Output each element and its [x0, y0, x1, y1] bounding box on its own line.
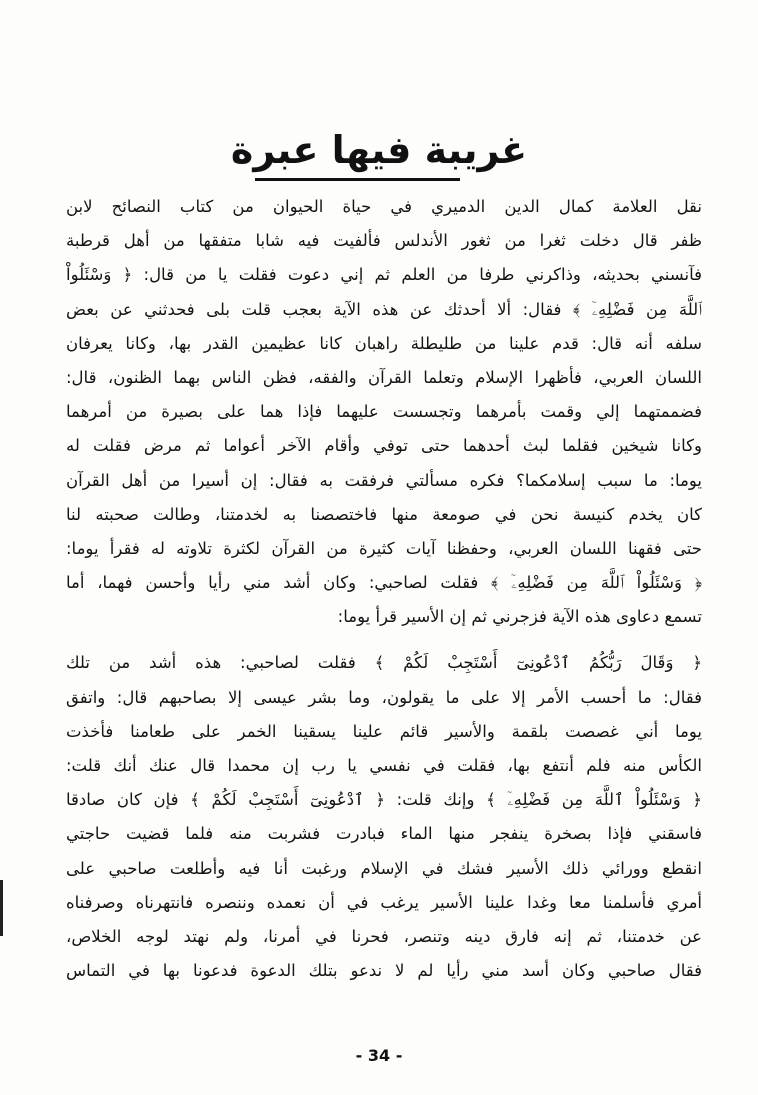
text-line: ﴿ وَسْئَلُواْ ٱللَّهَ مِن فَضْلِهِۦٓ ﴾ وإنك قلت: ﴿ ٱدْعُونِىٓ أَسْتَجِبْ لَكُمْ ﴾ فإن كان صادقا: [66, 790, 702, 810]
text-line: كان يخدم كنيسة نحن في صومعة منها فاختصصنا به لخدمتنا، وطالت صحبته لنا: [66, 504, 702, 524]
text-line: تسمع دعاوى هذه الآية فزجرني ثم إن الأسير قرأ يوما:: [337, 607, 702, 627]
text-line: حتى فقهنا اللسان العربي، وحفظنا آيات كثيرة من القرآن لكثرة تلاوته له فقرأ يوما:: [66, 538, 702, 558]
text-line: فقال صاحبي وكان أسد مني رأيا لم لا ندعو بتلك الدعوة فدعونا بها في التماس: [66, 961, 702, 981]
text-line: سلفه أنه قال: قدم علينا من طليطلة راهبان كانا عظيمين القدر بها، وكانا يعرفان: [66, 333, 702, 353]
text-line: فقال: ما أحسب الأمر إلا على ما يقولون، وما بشر عيسى إلا بصاحبهم قال: واتفق: [66, 687, 702, 707]
text-line: ﴿ وَسْئَلُواْ ٱللَّهَ مِن فَضْلِهِۦٓ ﴾ فقلت لصاحبي: وكان أشد مني رأيا وأحسن فهما، أما: [66, 573, 702, 593]
text-line: يوما: ما سبب إسلامكما؟ فكره مسألتي فرفقت به فقال: إن أسيرا من أهل القرآن: [66, 470, 702, 490]
text-line: الكأس منه فلم أنتفع بها، فقلت في نفسي يا رب إن محمدا قال عنك أنك قلت:: [66, 756, 702, 775]
text-line: نقل العلامة كمال الدين الدميري في حياة الحيوان من كتاب النصائح لابن: [66, 197, 702, 216]
text-line: عن خدمتنا، ثم إنه فارق دينه وتنصر، فحرنا في أمرنا، ولم نهتد لوجه الخلاص،: [66, 926, 702, 946]
page-edge-mark: [0, 880, 3, 936]
text-line: فآنسني بحديثه، وذاكرني طرفا من العلم ثم إني دعوت فقلت يا من قال: ﴿ وَسْئَلُواْ: [66, 265, 702, 285]
page-title: غريبة فيها عبرة: [230, 128, 528, 172]
text-line: فاسقني فإذا بصخرة ينفجر منها الماء فبادرت فشربت منه فلما قضيت حاجتي: [66, 824, 702, 844]
body-text: [66, 190, 702, 988]
text-line: ٱللَّهَ مِن فَضْلِهِۦٓ ﴾ فقال: ألا أحدثك عن هذه الآية بعجب قلت بلى فحدثني عن بعض: [66, 299, 702, 319]
text-line: وكانا شيخين فقلما لبث أحدهما حتى توفي وأقام الآخر أعواما ثم مرض فقلت له: [66, 436, 702, 456]
page-number: - 34 -: [355, 1046, 403, 1065]
text-line: أمري فأسلمنا معا وغدا علينا الأسير يرغب في أن نعمده وننصره فانتهرناه وصرفناه: [66, 892, 702, 912]
text-line: اللسان العربي، فأظهرا الإسلام وتعلما القرآن والفقه، فظن الناس بهما الظنون، قال:: [66, 367, 702, 387]
text-line: فضممتهما إلي وقمت بأمرهما وتجسست عليهما فإذا هما على بصيرة من أمرهما: [66, 402, 702, 422]
text-line: يوما أني غصصت بلقمة والأسير قائم علينا يسقينا الخمر على طعامنا فأخذت: [66, 721, 702, 741]
text-line: ﴿ وَقَالَ رَبُّكُمُ ٱدْعُونِىٓ أَسْتَجِبْ لَكُمْ ﴾ فقلت لصاحبي: هذه أشد من تلك: [66, 653, 702, 673]
title-underline: [255, 178, 460, 181]
text-line: ظفر قال دخلت ثغرا من ثغور الأندلس فألفيت فيه شابا متفقها من أهل قرطبة: [66, 231, 702, 251]
text-line: انقطع وورائي ذلك الأسير فشك في الإسلام ورغبت أنا فيه وأطلعت صاحبي على: [66, 858, 702, 878]
